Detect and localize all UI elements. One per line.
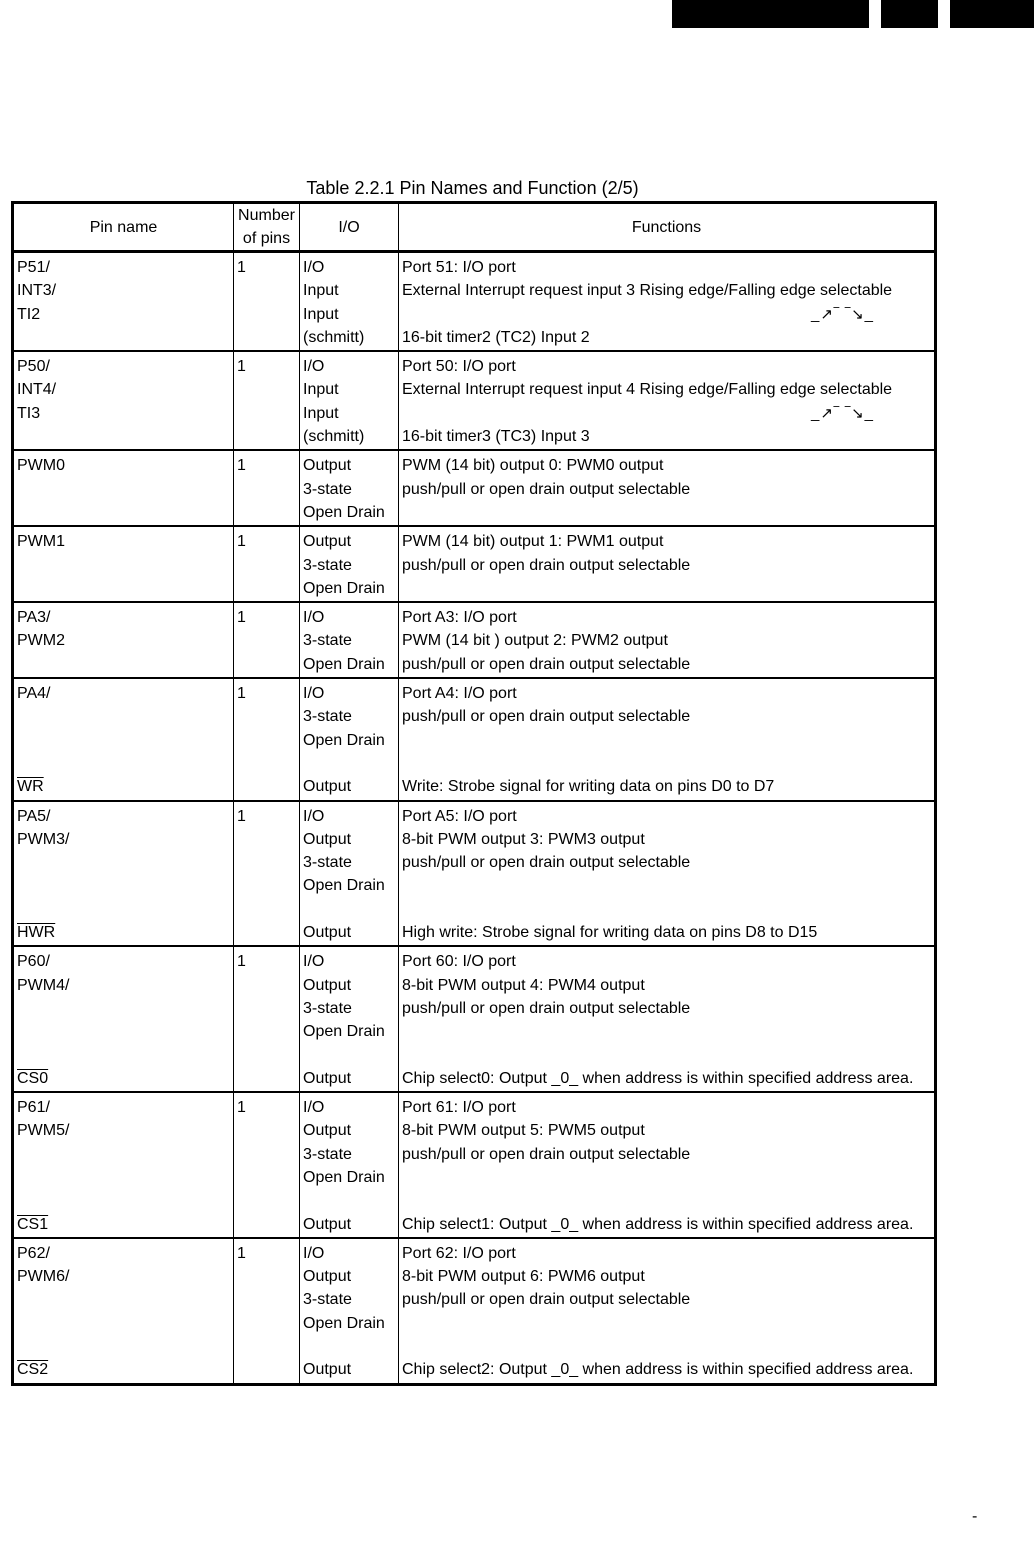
pin-name-cell [13,801,234,947]
pin-name [17,1020,230,1043]
functions-cell [399,450,936,526]
pin-name [17,752,230,775]
pin-name: PA3/ [17,609,51,627]
function-text: PWM (14 bit) output 1: PWM1 output [402,533,664,551]
table-row [13,1238,936,1384]
io-type: 3-state [303,999,352,1017]
function-text [402,1312,931,1335]
io-type: Output [303,976,352,994]
pin-name [17,705,230,728]
table-row [13,252,936,352]
col-header-number-of-pins: Number of pins [234,203,300,252]
function-text: Port 50: I/O port [402,358,516,376]
function-text: Port A4: I/O port [402,685,517,703]
table-row [13,526,936,602]
io-type: I/O [303,1244,325,1262]
page-mark: - [972,1508,978,1525]
function-text: Port 62: I/O port [402,1244,516,1262]
function-text [402,898,931,921]
function-text: Chip select0: Output _0_ when address is within specified address area. [402,1069,914,1087]
function-text [402,729,931,752]
pin-name: P62/ [17,1244,50,1262]
io-cell [300,801,399,947]
io-type [303,752,395,775]
function-text [402,1189,931,1212]
table-row [13,351,936,450]
io-type: I/O [303,685,325,703]
pin-count: 1 [237,1099,246,1117]
io-type: 3-state [303,480,352,498]
function-text: push/pull or open drain output selectable [402,655,691,673]
pin-count: 1 [237,953,246,971]
function-text: High write: Strobe signal for writing data on pins D8 to D15 [402,924,818,942]
pin-name [17,874,230,897]
functions-cell [399,1238,936,1384]
function-text: push/pull or open drain output selectable [402,556,691,574]
edge-symbols-icon: _↗‾ ‾↘_ [811,404,874,422]
col-header-io: I/O [300,203,399,252]
table-row [13,678,936,800]
pin-name [17,997,230,1020]
pin-name: PWM3/ [17,830,70,848]
pin-name: P51/ [17,259,50,276]
io-type: 3-state [303,556,352,574]
io-type: Output [303,830,352,848]
functions-cell [399,1092,936,1238]
io-type: Input [303,305,339,323]
io-type: Output [303,533,352,551]
pin-name: TI2 [17,305,41,323]
function-text: push/pull or open drain output selectable [402,1291,691,1309]
pin-count: 1 [237,259,246,276]
pin-table [11,201,937,1386]
function-text: PWM (14 bit ) output 2: PWM2 output [402,632,668,650]
io-type: 3-state [303,632,352,650]
io-cell [300,602,399,678]
function-text: Port 61: I/O port [402,1099,516,1117]
function-text [402,1044,931,1067]
pin-name-cell [13,1092,234,1238]
number-of-pins-cell [234,678,300,800]
function-text: Chip select1: Output _0_ when address is within specified address area. [402,1215,914,1233]
pin-name: PWM0 [17,457,65,475]
number-of-pins-cell [234,602,300,678]
pin-count: 1 [237,807,246,825]
number-of-pins-cell [234,351,300,450]
functions-cell [399,351,936,450]
pin-name [17,1335,230,1358]
io-type: I/O [303,609,325,627]
pin-name: INT4/ [17,381,57,399]
pin-name: PA5/ [17,807,51,825]
pin-name [17,851,230,874]
io-type [303,1335,395,1358]
io-type: I/O [303,807,325,825]
pin-count: 1 [237,533,246,551]
number-of-pins-cell [234,450,300,526]
table-row [13,801,936,947]
number-of-pins-cell [234,1238,300,1384]
function-text [402,752,931,775]
io-type: Open Drain [303,731,385,749]
io-type: 3-state [303,854,352,872]
pin-name: PA4/ [17,685,51,703]
col-header-functions: Functions [399,203,936,252]
functions-cell [399,946,936,1092]
number-of-pins-cell [234,801,300,947]
io-type: 3-state [303,1291,352,1309]
pin-name-cell [13,602,234,678]
io-type: Output [303,1268,352,1286]
io-type: Output [303,1361,352,1379]
number-of-pins-cell [234,946,300,1092]
pin-name [17,729,230,752]
col-header-pin-name: Pin name [13,203,234,252]
io-cell [300,1092,399,1238]
pin-name-cell [13,946,234,1092]
io-cell [300,252,399,352]
function-text: Port 60: I/O port [402,953,516,971]
io-type: Open Drain [303,579,385,597]
io-type: I/O [303,953,325,971]
pin-name: PWM4/ [17,976,70,994]
pin-name: P60/ [17,953,50,971]
table-caption: Table 2.2.1 Pin Names and Function (2/5) [306,178,639,198]
io-cell [300,946,399,1092]
pin-name-cell [13,450,234,526]
function-text: 8-bit PWM output 6: PWM6 output [402,1268,645,1286]
io-type: Input [303,381,339,399]
function-text: push/pull or open drain output selectable [402,1145,691,1163]
pin-name-active-low: CS1 [17,1215,49,1233]
io-cell [300,351,399,450]
function-text: 8-bit PWM output 5: PWM5 output [402,1122,645,1140]
pin-name: TI3 [17,404,41,422]
number-of-pins-cell [234,252,300,352]
table-header-row [13,203,936,252]
pin-name-active-low: CS0 [17,1069,49,1087]
pin-name-cell [13,351,234,450]
table-row [13,450,936,526]
io-type [303,1189,395,1212]
io-type: I/O [303,259,325,276]
function-text: Port A3: I/O port [402,609,517,627]
number-of-pins-cell [234,1092,300,1238]
io-type: 3-state [303,1145,352,1163]
edge-symbols-icon: _↗‾ ‾↘_ [811,305,874,323]
pin-count: 1 [237,457,246,475]
function-text: 8-bit PWM output 4: PWM4 output [402,976,645,994]
header-bar-3 [950,0,1034,28]
function-text [402,874,931,897]
io-type: Open Drain [303,1168,385,1186]
table-row [13,946,936,1092]
pin-name [17,1288,230,1311]
io-type: (schmitt) [303,428,365,446]
functions-cell [399,526,936,602]
function-text: External Interrupt request input 3 Rising edge/Falling edge selectable [402,282,893,300]
io-type [303,1044,395,1067]
io-type: Output [303,1122,352,1140]
table-body [13,252,936,1385]
functions-cell [399,801,936,947]
pin-name-active-low: CS2 [17,1361,49,1379]
function-text: Port 51: I/O port [402,259,516,276]
function-text: 8-bit PWM output 3: PWM3 output [402,830,645,848]
number-of-pins-cell [234,526,300,602]
pin-name-cell [13,1238,234,1384]
function-text: push/pull or open drain output selectable [402,999,691,1017]
function-text: External Interrupt request input 4 Rising edge/Falling edge selectable [402,381,893,399]
io-type: (schmitt) [303,328,365,346]
io-cell [300,526,399,602]
table-row [13,602,936,678]
io-type [303,898,395,921]
io-type: Output [303,924,352,942]
function-text: push/pull or open drain output selectable [402,708,691,726]
pin-count: 1 [237,609,246,627]
io-type: Open Drain [303,1314,385,1332]
header-bar-2 [881,0,938,28]
io-type: Output [303,457,352,475]
function-text [402,1020,931,1043]
pin-name: PWM1 [17,533,65,551]
pin-name: PWM6/ [17,1268,70,1286]
function-text: 16-bit timer2 (TC2) Input 2 [402,328,590,346]
io-type: Output [303,1069,352,1087]
header-bar-1 [672,0,869,28]
io-type: I/O [303,1099,325,1117]
pin-name [17,898,230,921]
function-text: Port A5: I/O port [402,807,517,825]
pin-name-active-low: $\overline{HWR}$ [17,924,56,942]
function-text: Write: Strobe signal for writing data on pins D0 to D7 [402,778,775,796]
functions-cell [399,678,936,800]
pin-name: PWM2 [17,632,65,650]
pin-count: 1 [237,1244,246,1262]
pin-name-cell [13,526,234,602]
pin-name: INT3/ [17,282,57,300]
function-text: PWM (14 bit) output 0: PWM0 output [402,457,664,475]
io-type: 3-state [303,708,352,726]
pin-name: PWM5/ [17,1122,70,1140]
function-text [402,1166,931,1189]
pin-name-cell [13,252,234,352]
io-cell [300,678,399,800]
pin-name [17,1044,230,1067]
pin-name [17,1312,230,1335]
io-cell [300,450,399,526]
io-type: Input [303,282,339,300]
function-text: 16-bit timer3 (TC3) Input 3 [402,428,590,446]
pin-name: P61/ [17,1099,50,1117]
function-text [402,1335,931,1358]
io-type: Output [303,778,352,796]
functions-cell [399,252,936,352]
io-type: Open Drain [303,877,385,895]
io-type: Output [303,1215,352,1233]
function-text: Chip select2: Output _0_ when address is within specified address area. [402,1361,914,1379]
io-type: Open Drain [303,1023,385,1041]
function-text: push/pull or open drain output selectable [402,854,691,872]
pin-count: 1 [237,358,246,376]
pin-name-cell [13,678,234,800]
pin-name [17,1143,230,1166]
io-type: I/O [303,358,325,376]
io-type: Input [303,404,339,422]
function-text: push/pull or open drain output selectable [402,480,691,498]
functions-cell [399,602,936,678]
pin-name: P50/ [17,358,50,376]
io-cell [300,1238,399,1384]
pin-count: 1 [237,685,246,703]
io-type: Open Drain [303,655,385,673]
pin-name [17,1189,230,1212]
table-row [13,1092,936,1238]
pin-name [17,1166,230,1189]
io-type: Open Drain [303,503,385,521]
pin-name-active-low: $\overline{WR}$ [17,778,44,796]
